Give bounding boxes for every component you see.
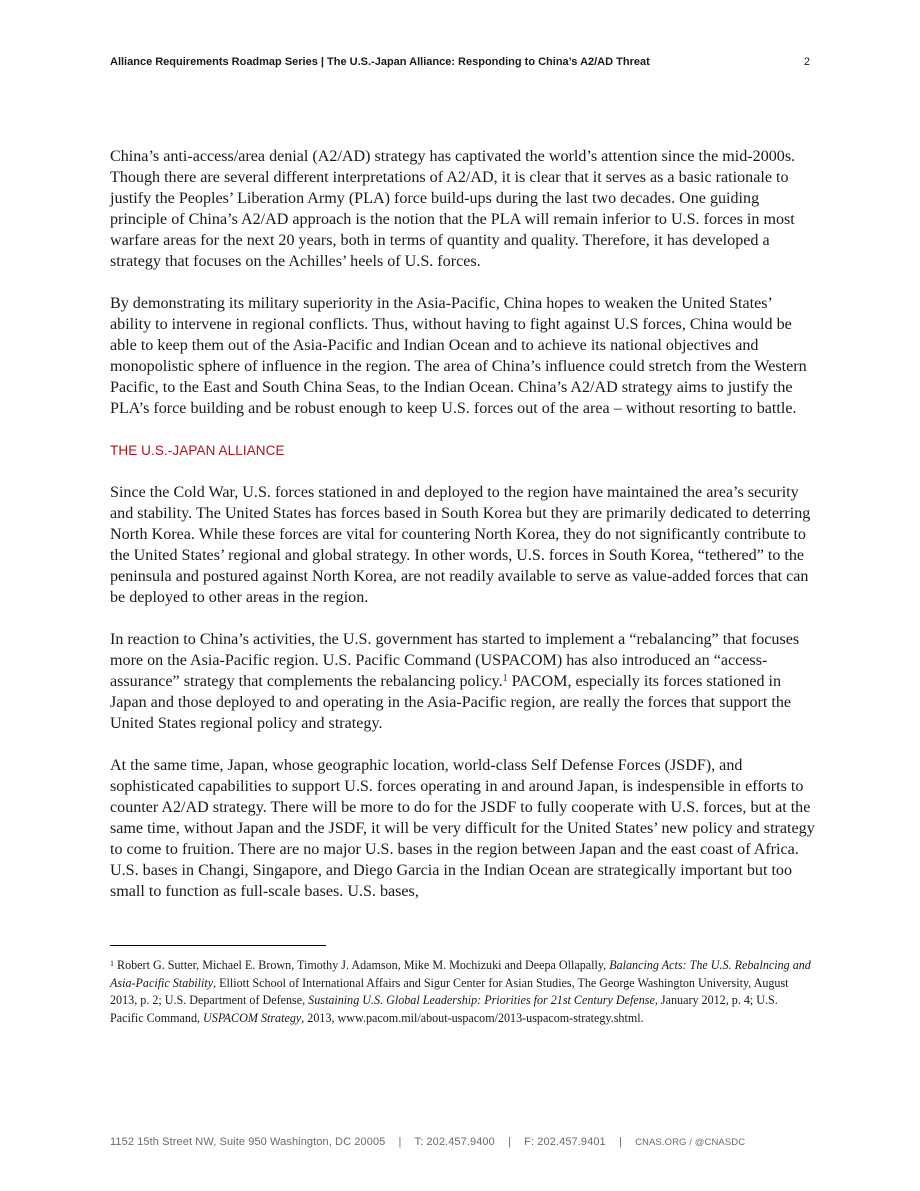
footnote xyxy=(110,957,814,1027)
footnote-divider xyxy=(110,945,326,946)
footnote-text-1: Robert G. Sutter, Michael E. Brown, Timothy J. Adamson, Mike M. Mochizuki and Deepa Ollapally, xyxy=(114,958,610,972)
footnote-ref[interactable]: 1 xyxy=(502,673,508,684)
footer-separator-1: | xyxy=(398,1136,402,1148)
section-heading: THE U.S.-JAPAN ALLIANCE xyxy=(110,443,285,458)
page-number: 2 xyxy=(803,56,810,68)
footnote-title-2: Sustaining U.S. Global Leadership: Priorities for 21st Century Defense xyxy=(308,993,655,1007)
paragraph-4 xyxy=(110,629,816,734)
footer-address: 1152 15th Street NW, Suite 950 Washington, DC 20005 xyxy=(110,1136,386,1148)
footnote-title-3: USPACOM Strategy xyxy=(203,1010,302,1025)
paragraph-3: Since the Cold War, U.S. forces stationed in and deployed to the region have maintained the area’s security and stability. The United States has forces based in South Korea but they are primarily dedicated to deterring North Korea. While these forces are vital for countering North Korea, they do not significantly contribute to the United States’ regional and global strategy. In other words, U.S. forces in South Korea, “tethered” to the peninsula and postured against North Korea, are not readily available to serve as value-added forces that can be deployed to other areas in the region. xyxy=(110,484,811,606)
footnote-title-1: Balancing Acts: The U.S. Rebalncing and Asia-Pacific Stability xyxy=(110,958,811,990)
footnote-text-4: , 2013, www.pacom.mil/about-uspacom/2013-uspacom-strategy.shtml. xyxy=(301,1010,644,1025)
page-footer xyxy=(110,1136,745,1148)
paragraph-4-text-a: In reaction to China’s activities, the U.S. government has started to implement a “rebalancing” that focuses more on the Asia-Pacific region. U.S. Pacific Command (USPACOM) has also introduced an “access-assurance” strategy that complements the rebalancing policy. xyxy=(110,631,800,690)
paragraph-4-text-b: PACOM, especially its forces stationed in Japan and those deployed to and operating in the Asia-Pacific region, are really the forces that support the United States regional policy and strategy. xyxy=(110,673,792,732)
paragraph-5: At the same time, Japan, whose geographic location, world-class Self Defense Forces (JSDF), and sophisticated capabilities to support U.S. forces operating in and around Japan, is indespensible in efforts to counter A2/AD strategy. There will be more to do for the JSDF to fully cooperate with U.S. forces, but at the same time, without Japan and the JSDF, it will be very difficult for the United States’ new policy and strategy to come to fruition. There are no major U.S. bases in the region between Japan and the east coast of Africa. U.S. bases in Changi, Singapore, and Diego Garcia in the Indian Ocean are strategically important but too small to function as full-scale bases. U.S. bases, xyxy=(110,757,815,900)
footer-website[interactable]: CNAS.ORG / @CNASDC xyxy=(635,1137,746,1148)
footer-separator-3: | xyxy=(618,1136,622,1148)
running-header xyxy=(110,56,810,68)
footnote-number: 1 xyxy=(110,959,114,968)
paragraph-1: China’s anti-access/area denial (A2/AD) strategy has captivated the world’s attention since the mid-2000s. Though there are several different interpretations of A2/AD, it is clear that it serves as a basic rationale to justify the Peoples’ Liberation Army (PLA) force build-ups during the last two decades. One guiding principle of China’s A2/AD approach is the notion that the PLA will remain inferior to U.S. forces in most warfare areas for the next 20 years, both in terms of quantity and quality. Therefore, it has developed a strategy that focuses on the Achilles’ heels of U.S. forces. xyxy=(110,148,796,270)
paragraph-2: By demonstrating its military superiority in the Asia-Pacific, China hopes to weaken the United States’ ability to intervene in regional conflicts. Thus, without having to fight against U.S forces, China would be able to keep them out of the Asia-Pacific and Indian Ocean and to achieve its national objectives and monopolistic sphere of influence in the region. The area of China’s influence could stretch from the Western Pacific, to the East and South China Seas, to the Indian Ocean. China’s A2/AD strategy aims to justify the PLA’s force building and be robust enough to keep U.S. forces out of the area – without resorting to battle. xyxy=(110,295,807,417)
body-text xyxy=(110,146,816,923)
footer-fax: F: 202.457.9401 xyxy=(524,1136,606,1148)
footer-separator-2: | xyxy=(508,1136,511,1148)
footer-phone: T: 202.457.9400 xyxy=(414,1136,495,1148)
footnote-text-3: , January 2012, p. 4; U.S. Pacific Command, xyxy=(110,993,778,1025)
header-title: Alliance Requirements Roadmap Series | The U.S.-Japan Alliance: Responding to China’s A2/AD Threat xyxy=(110,56,650,68)
footnote-text-2: , Elliott School of International Affairs and Sigur Center for Asian Studies, The George Washington University, August 2013, p. 2; U.S. Department of Defense, xyxy=(110,975,789,1007)
